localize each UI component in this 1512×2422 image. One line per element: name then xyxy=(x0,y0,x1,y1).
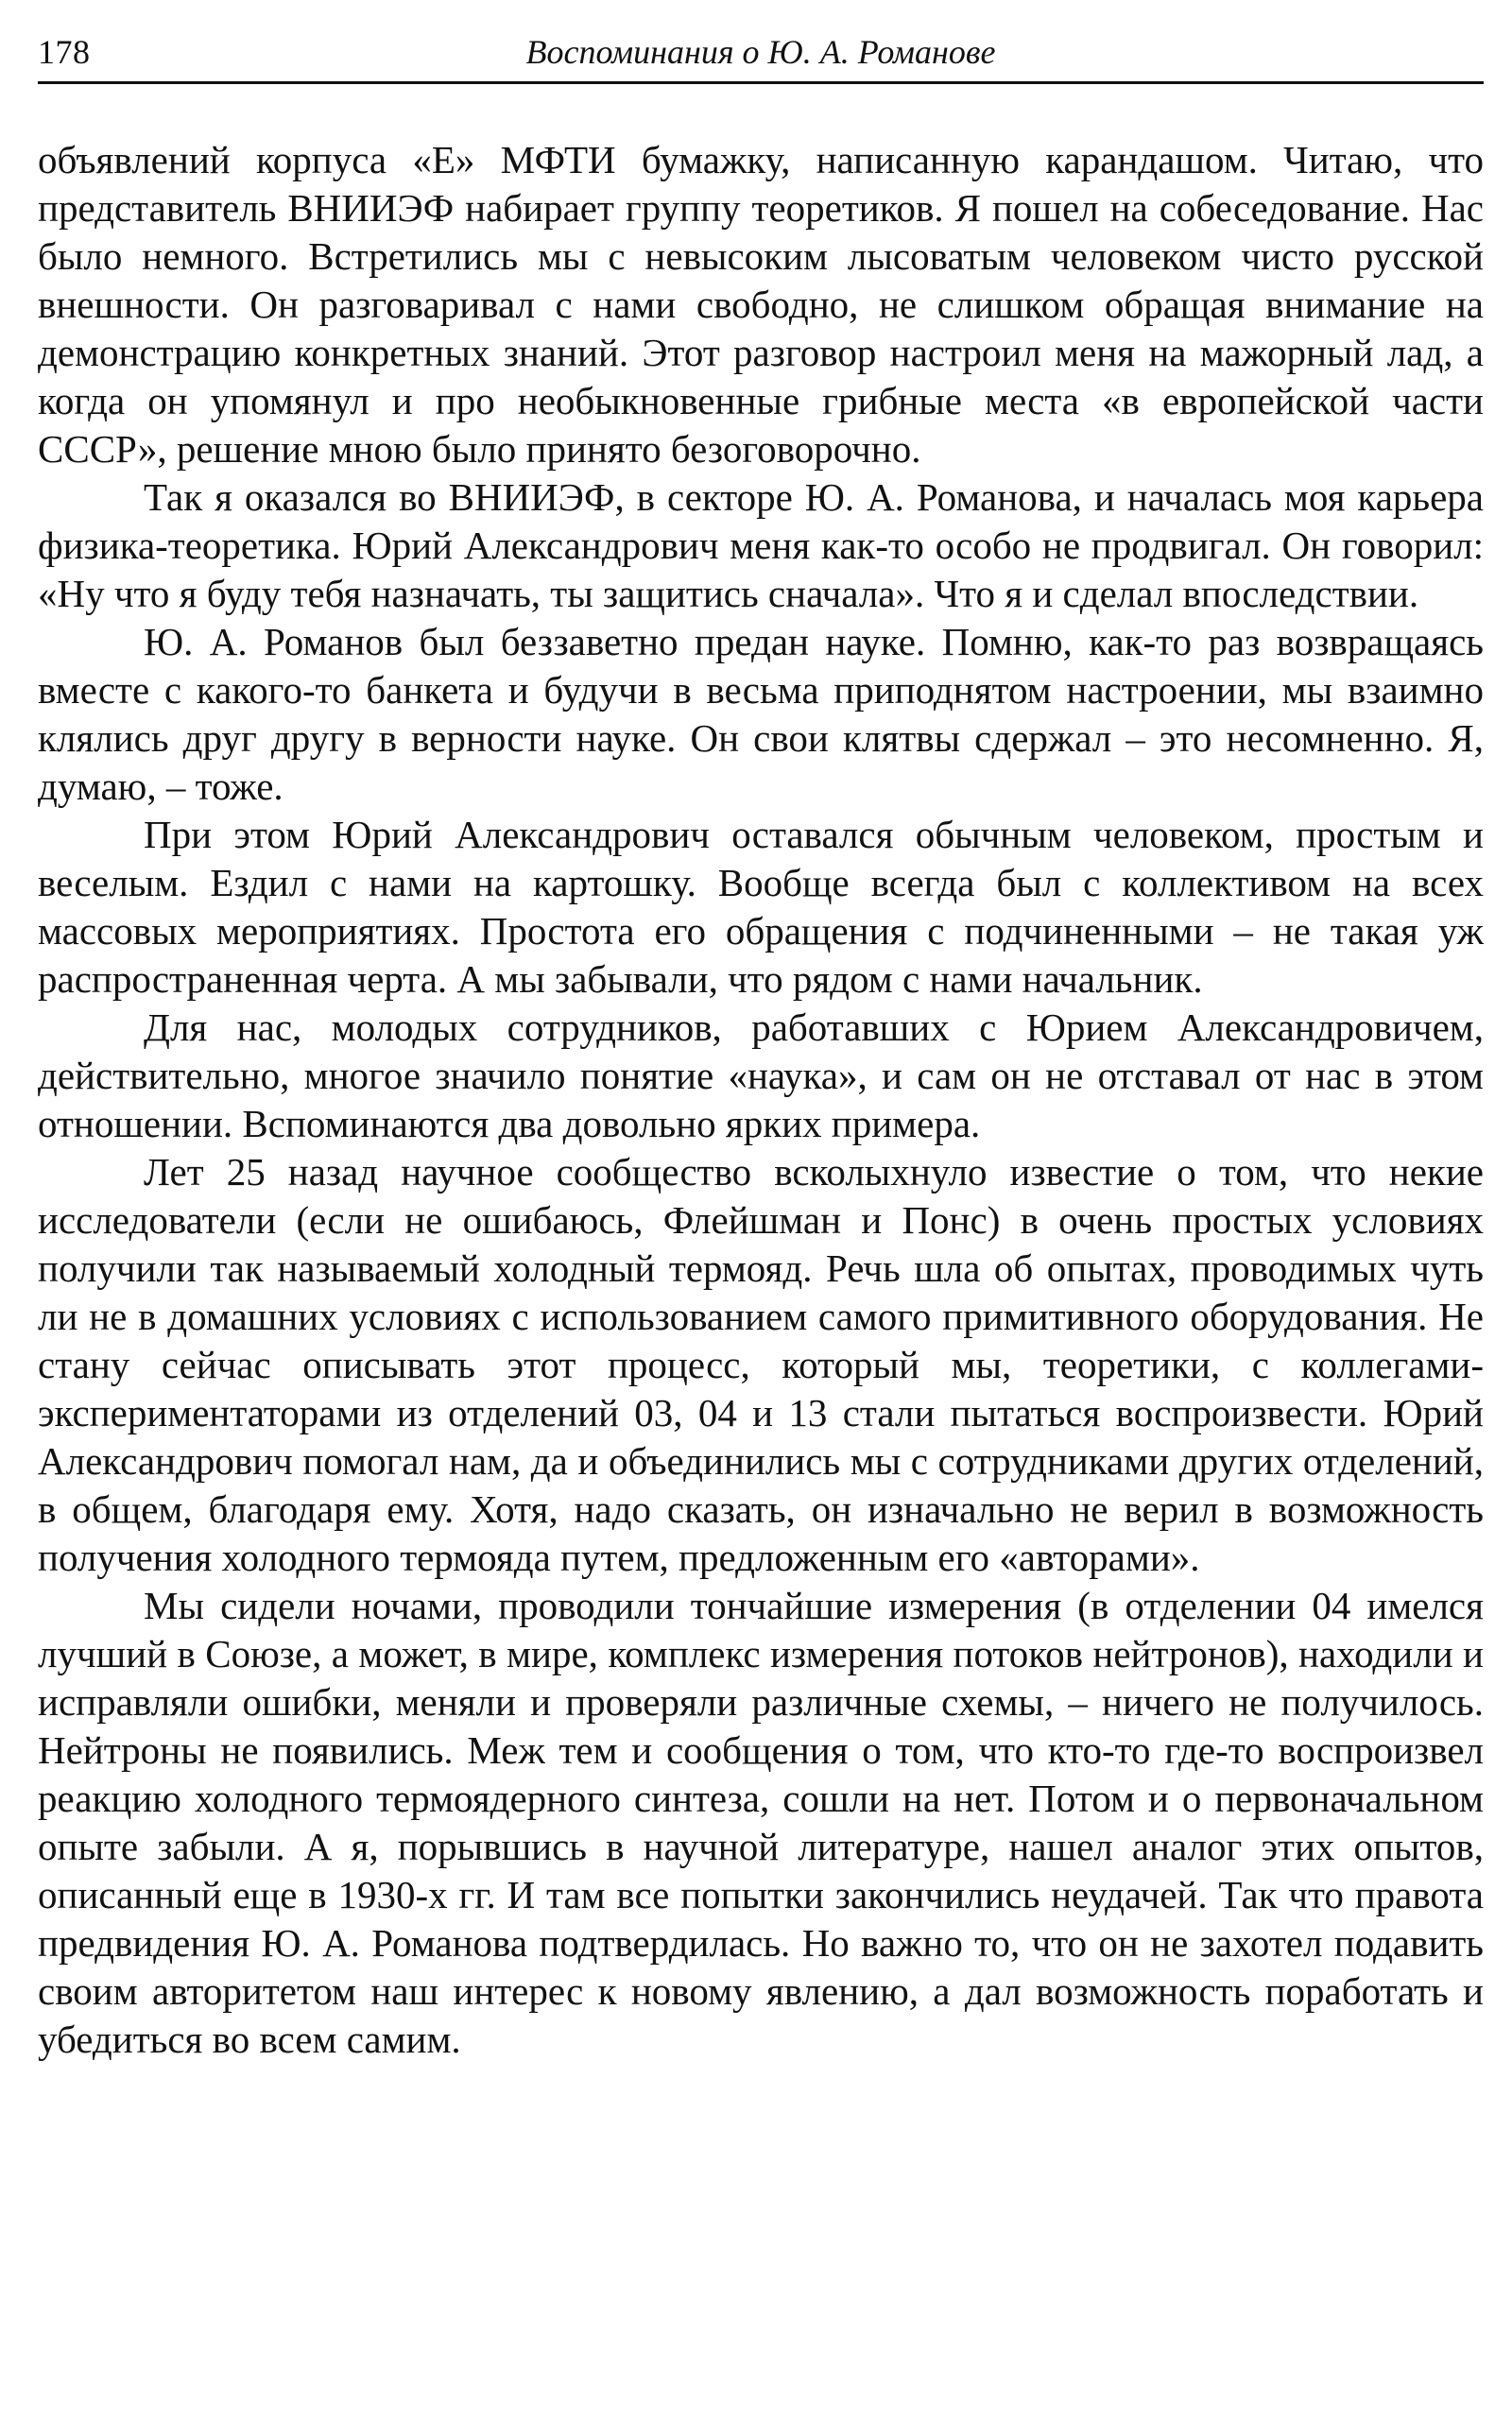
book-page xyxy=(38,26,1484,2389)
paragraph: Лет 25 назад научное сообщество всколыхнуло известие о том, что некие исследователи (если не ошибаюсь, Флейшман и Понс) в очень простых условиях получили так называемый холодный термояд. Речь шла об опытах, проводимых чуть ли не в домашних условиях с использованием самого примитивного оборудования. Не стану сейчас описывать этот процесс, который мы, теоретики, с коллегами-экспериментаторами из отделений 03, 04 и 13 стали пытаться воспроизвести. Юрий Александрович помогал нам, да и объединились мы с сотрудниками других отделений, в общем, благодаря ему. Хотя, надо сказать, он изначально не верил в возможность получения холодного термояда путем, предложенным его «авторами». xyxy=(38,1150,1484,1579)
page-header xyxy=(38,26,1484,83)
paragraph: Мы сидели ночами, проводили тончайшие измерения (в отделении 04 имелся лучший в Союзе, а может, в мире, комплекс измерения потоков нейтронов), находили и исправляли ошибки, меняли и проверяли различные схемы, – ничего не получилось. Нейтроны не появились. Меж тем и сообщения о том, что кто-то где-то воспроизвел реакцию холодного термоядерного синтеза, сошли на нет. Потом и о первоначальном опыте забыли. А я, порывшись в научной литературе, нашел аналог этих опытов, описанный еще в 1930-х гг. И там все попытки закончились неудачей. Так что правота предвидения Ю. А. Романова подтвердилась. Но важно то, что он не захотел подавить своим авторитетом наш интерес к новому явлению, а дал возможность поработать и убедиться во всем самим. xyxy=(38,1584,1484,2061)
paragraph-continued: объявлений корпуса «Е» МФТИ бумажку, написанную карандашом. Читаю, что представитель ВНИИЭФ набирает группу теоретиков. Я пошел на собеседование. Нас было немного. Встретились мы с невысоким лысоватым человеком чисто русской внешности. Он разговаривал с нами свободно, не слишком обращая внимание на демонстрацию конкретных знаний. Этот разговор настроил меня на мажорный лад, а когда он упомянул и про необыкновенные грибные места «в европейской части СССР», решение мною было принято безоговорочно. xyxy=(38,138,1484,471)
paragraph: Ю. А. Романов был беззаветно предан науке. Помню, как-то раз возвращаясь вместе с какого-то банкета и будучи в весьма приподнятом настроении, мы взаимно клялись друг другу в верности науке. Он свои клятвы сдержал – это несомненно. Я, думаю, – тоже. xyxy=(38,620,1484,808)
header-rule xyxy=(38,81,1484,84)
paragraph: При этом Юрий Александрович оставался обычным человеком, простым и веселым. Ездил с нами на картошку. Вообще всегда был с коллективом на всех массовых мероприятиях. Простота его обращения с подчиненными – не такая уж распространенная черта. А мы забывали, что рядом с нами начальник. xyxy=(38,813,1484,1001)
running-title: Воспоминания о Ю. А. Романове xyxy=(525,33,996,71)
page-number: 178 xyxy=(38,33,91,71)
paragraph: Для нас, молодых сотрудников, работавших с Юрием Александровичем, действительно, многое значило понятие «наука», и сам он не отставал от нас в этом отношении. Вспоминаются два довольно ярких примера. xyxy=(38,1005,1484,1145)
body-text xyxy=(38,136,1484,2064)
paragraph: Так я оказался во ВНИИЭФ, в секторе Ю. А. Романова, и началась моя карьера физика-теоретика. Юрий Александрович меня как-то особо не продвигал. Он говорил: «Ну что я буду тебя назначать, ты защитись сначала». Что я и сделал впоследствии. xyxy=(38,475,1484,615)
